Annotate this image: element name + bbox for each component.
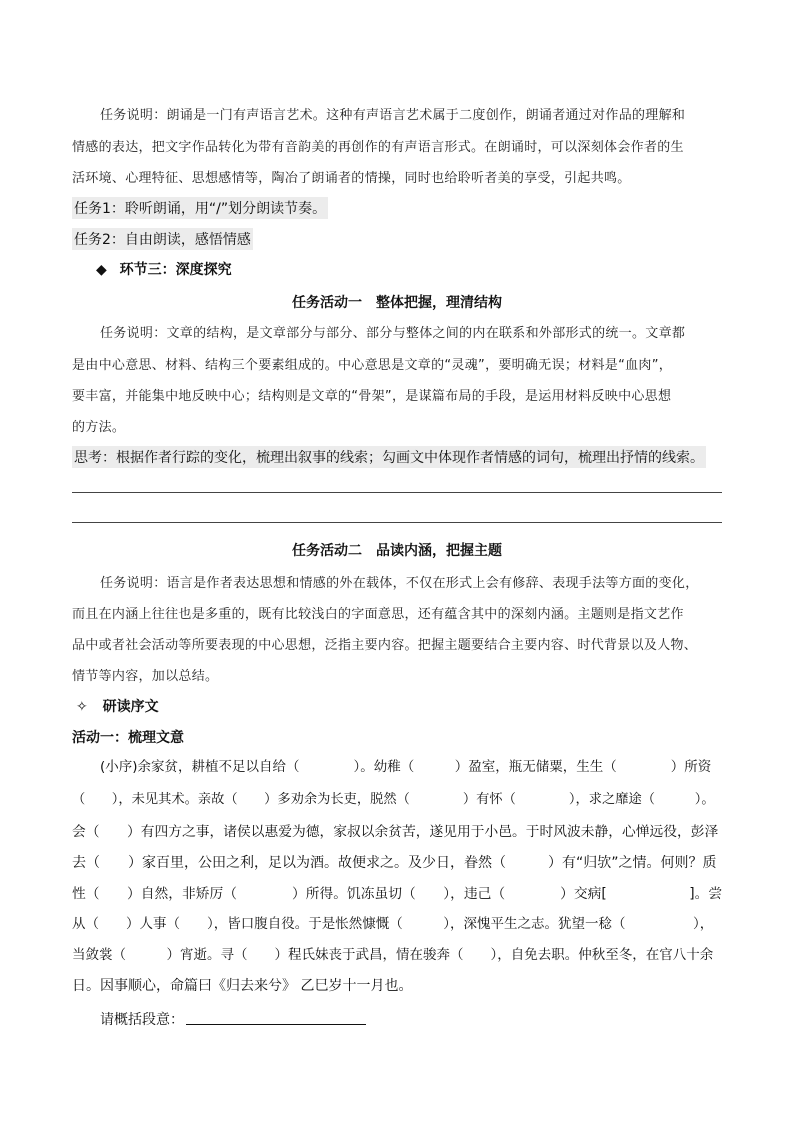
answer-line-1[interactable] bbox=[72, 492, 722, 493]
passage-line-6: 从（ ）人事（ ），皆口腹自役。于是怅然慷慨（ ），深愧平生之志。犹望一稔（ ）， bbox=[72, 916, 714, 932]
passage-line-5: 性（ ）自然，非矫厉（ ）所得。饥冻虽切（ ），违己（ ）交病[ ]。尝 bbox=[72, 886, 723, 902]
activity-2-line-3: 品中或者社会活动等所要表现的中心思想，泛指主要内容。把握主题要结合主要内容、时代背景以及人物、 bbox=[72, 638, 698, 653]
activity-2-line-1: 任务说明：语言是作者表达思想和情感的外在载体，不仅在形式上会有修辞、表现手法等方面的变化， bbox=[100, 576, 699, 591]
activity-2-line-2: 而且在内涵上往往也是多重的，既有比较浅白的字面意思，还有蕴含其中的深刻内涵。主题则是指文艺作 bbox=[72, 607, 684, 622]
intro-line-3: 活环境、心理特征、思想感情等，陶冶了朗诵者的情操，同时也给聆听者美的享受，引起共鸣。 bbox=[72, 171, 631, 186]
passage-line-1: (小序)余家贫，耕植不足以自给（ ）。幼稚（ ）盈室，瓶无储粟，生生（ ）所资 bbox=[100, 759, 712, 775]
study-heading bbox=[76, 696, 159, 716]
intro-line-1: 任务说明：朗诵是一门有声语言艺术。这种有声语言艺术属于二度创作，朗诵者通过对作品的理解和 bbox=[100, 108, 686, 123]
activity-2-line-4: 情节等内容，加以总结。 bbox=[72, 669, 219, 684]
section-title: 环节三：深度探究 bbox=[119, 262, 232, 278]
summary-answer-line[interactable] bbox=[186, 1024, 366, 1025]
passage-line-8: 日。因事顺心，命篇曰《归去来兮》 乙巳岁十一月也。 bbox=[72, 978, 413, 994]
activity-1-line-1: 任务说明：文章的结构，是文章部分与部分、部分与整体之间的内在联系和外部形式的统一。文章都 bbox=[100, 326, 686, 341]
passage-line-3: 会（ ）有四方之事，诸侯以惠爱为德，家叔以余贫苦，遂见用于小邑。于时风波未静，心惮远役，彭泽 bbox=[72, 824, 719, 840]
think-prompt: 思考：根据作者行踪的变化，梳理出叙事的线索；勾画文中体现作者情感的词句，梳理出抒情的线索。 bbox=[72, 446, 706, 468]
activity-1-line-2: 是由中心意思、材料、结构三个要素组成的。中心意思是文章的“灵魂”，要明确无误；材料是“血肉”， bbox=[72, 358, 673, 373]
passage-line-2: （ ），未见其术。亲故（ ）多劝余为长吏，脱然（ ）有怀（ ），求之靡途（ ）。 bbox=[72, 792, 715, 807]
activity-1-line-4: 的方法。 bbox=[72, 420, 126, 435]
intro-line-2: 情感的表达，把文字作品转化为带有音韵美的再创作的有声语言形式。在朗诵时，可以深刻体会作者的生 bbox=[72, 140, 684, 155]
task-2: 任务2：自由朗读，感悟情感 bbox=[72, 228, 253, 250]
activity-1-line-3: 要丰富，并能集中地反映中心；结构则是文章的“骨架”，是谋篇布局的手段，是运用材料反映中心思想 bbox=[72, 389, 672, 404]
activity-1-title: 任务活动一 整体把握，理清结构 bbox=[292, 295, 502, 311]
passage-line-7: 当敛裳（ ）宵逝。寻（ ）程氏妹丧于武昌，情在骏奔（ ），自免去职。仲秋至冬，在官八十余 bbox=[72, 947, 714, 963]
study-title: 研读序文 bbox=[102, 699, 159, 715]
activity-2-title: 任务活动二 品读内涵，把握主题 bbox=[292, 543, 502, 559]
passage-line-4: 去（ ）家百里，公田之利，足以为酒。故便求之。及少日，眷然（ ）有“归欤”之情。何则？质 bbox=[72, 855, 717, 871]
section-heading bbox=[96, 259, 232, 279]
task-1: 任务1：聆听朗诵，用“/”划分朗读节奏。 bbox=[72, 197, 328, 219]
summary-label: 请概括段意： bbox=[100, 1012, 184, 1028]
answer-line-2[interactable] bbox=[72, 522, 722, 523]
diamond-bullet-icon: ◆ bbox=[96, 262, 107, 278]
activity-one-title: 活动一：梳理文意 bbox=[72, 730, 184, 746]
sparkle-bullet-icon: ✧ bbox=[76, 699, 88, 715]
